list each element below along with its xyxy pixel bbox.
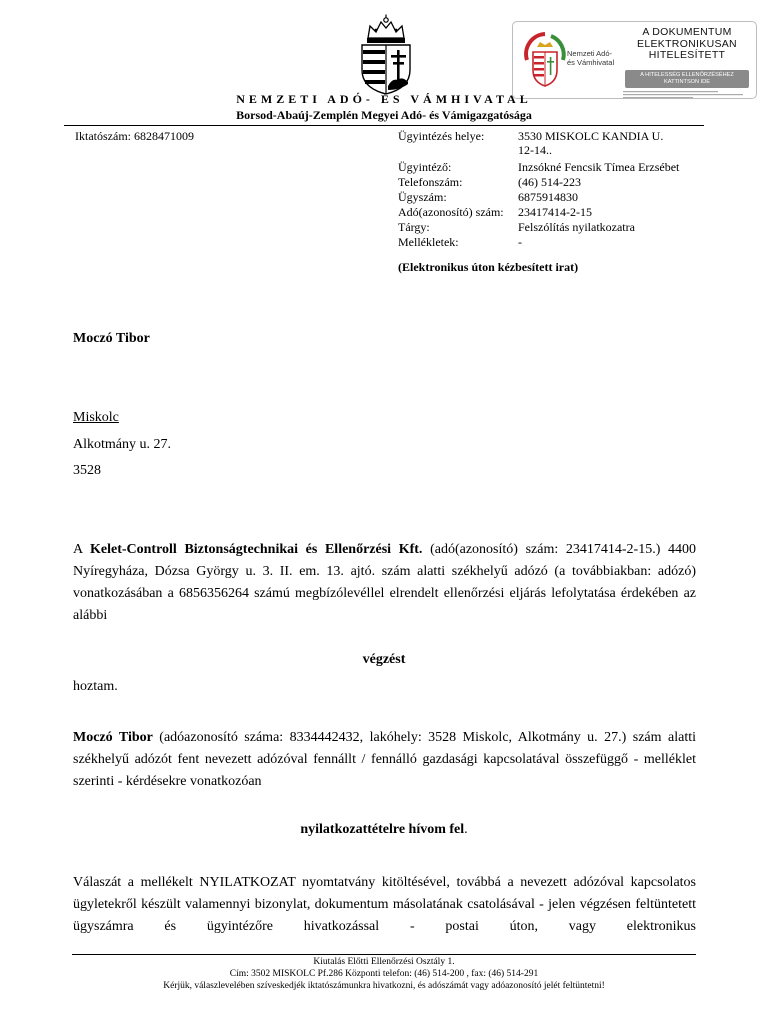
organization-name: NEMZETI ADÓ- ÉS VÁMHIVATAL <box>236 92 532 106</box>
recipient-street: Alkotmány u. 27. <box>73 437 171 452</box>
nav-logo-icon <box>521 30 569 92</box>
meta-label: Tárgy: <box>398 220 430 234</box>
meta-value: Felszólítás nyilatkozatra <box>518 220 635 234</box>
meta-label: Ügyintéző: <box>398 160 452 174</box>
paragraph-intro <box>73 539 696 627</box>
footer-divider <box>72 954 696 955</box>
paragraph-instructions: Válaszát a mellékelt NYILATKOZAT nyomtatvány kitöltésével, továbbá a nevezett adózóval kapcsolatos ügyletekről készült valamennyi bizonylat, dokumentum másolatának csatolásával - jelen végzésen feltüntetett ügyszámra és ügyintézőre hivatkozással - postai úton, vagy elektronikus <box>73 875 696 934</box>
meta-value: 23417414-2-15 <box>518 205 592 219</box>
intro-lead: A <box>73 542 90 557</box>
meta-label: Ügyintézés helye: <box>398 129 485 143</box>
decision-heading: végzést <box>362 652 406 667</box>
meta-value: (46) 514-223 <box>518 175 581 189</box>
meta-label: Telefonszám: <box>398 175 463 189</box>
intro-rest: (adó(azonosító) szám: 23417414-2-15.) 4400 Nyíregyháza, Dózsa György u. 3. II. em. 13. ajtó. szám alatti székhelyű adózó (a továbbiakban: adózó) vonatkozásában a 6856356264 számú megbízólevéllel elrendelt ellenőrzési eljárás lefolytatása érdekében az alábbi <box>73 542 697 623</box>
meta-value: Inzsókné Fencsik Tímea Erzsébet <box>518 160 680 174</box>
meta-value: 12-14.. <box>518 143 552 157</box>
recipient-city: Miskolc <box>73 410 119 425</box>
summoned-person-name: Moczó Tibor <box>73 730 153 745</box>
recipient-zip: 3528 <box>73 463 101 478</box>
statement-heading <box>0 819 768 841</box>
registration-number: Iktatószám: 6828471009 <box>75 129 194 143</box>
recipient-name: Moczó Tibor <box>73 331 150 346</box>
meta-label: Ügyszám: <box>398 190 447 204</box>
hoztam-text: hoztam. <box>73 679 118 694</box>
meta-label: Adó(azonosító) szám: <box>398 205 504 219</box>
footer-department: Kiutalás Előtti Ellenőrzési Osztály 1. <box>313 957 455 967</box>
header-divider <box>64 125 704 126</box>
electronic-authentication-stamp[interactable] <box>512 21 757 99</box>
meta-value: - <box>518 235 522 249</box>
meta-value: 3530 MISKOLC KANDIA U. <box>518 129 664 143</box>
directorate-name: Borsod-Abaúj-Zemplén Megyei Adó- és Vámigazgatósága <box>236 108 532 122</box>
statement-heading-tail: . <box>464 822 468 837</box>
stamp-organization: Nemzeti Adó- és Vámhivatal <box>567 49 615 67</box>
statement-heading-text: nyilatkozattételre hívom fel <box>300 822 465 837</box>
footer-note: Kérjük, válaszlevelében szíveskedjék iktatószámunkra hivatkozni, és adószámát vagy adóazonosító jelét feltüntetni! <box>163 981 605 991</box>
hungarian-coat-of-arms-icon <box>354 14 418 96</box>
meta-value: 6875914830 <box>518 190 578 204</box>
paragraph-summons <box>73 727 696 793</box>
summons-rest: (adóazonosító száma: 8334442432, lakóhely: 3528 Miskolc, Alkotmány u. 27.) szám alatti székhelyű adózót fent nevezett adózóval fennállt / fennálló gazdasági kapcsolatával összefüggő - melléklet szerinti - kérdésekre vonatkozóan <box>73 730 696 789</box>
company-name: Kelet-Controll Biztonságtechnikai és Ellenőrzési Kft. <box>89 542 423 557</box>
meta-label: Mellékletek: <box>398 235 459 249</box>
electronic-delivery-note: (Elektronikus úton kézbesített irat) <box>398 260 579 274</box>
verify-authenticity-button[interactable]: A HITELESSÉG ELLENŐRZÉSÉHEZ KATTINTSON IDE <box>625 70 749 88</box>
stamp-heading: A DOKUMENTUM ELEKTRONIKUSAN HITELESÍTETT <box>637 26 737 61</box>
footer-contact: Cím: 3502 MISKOLC Pf.286 Központi telefon: (46) 514-200 , fax: (46) 514-291 <box>229 969 539 979</box>
